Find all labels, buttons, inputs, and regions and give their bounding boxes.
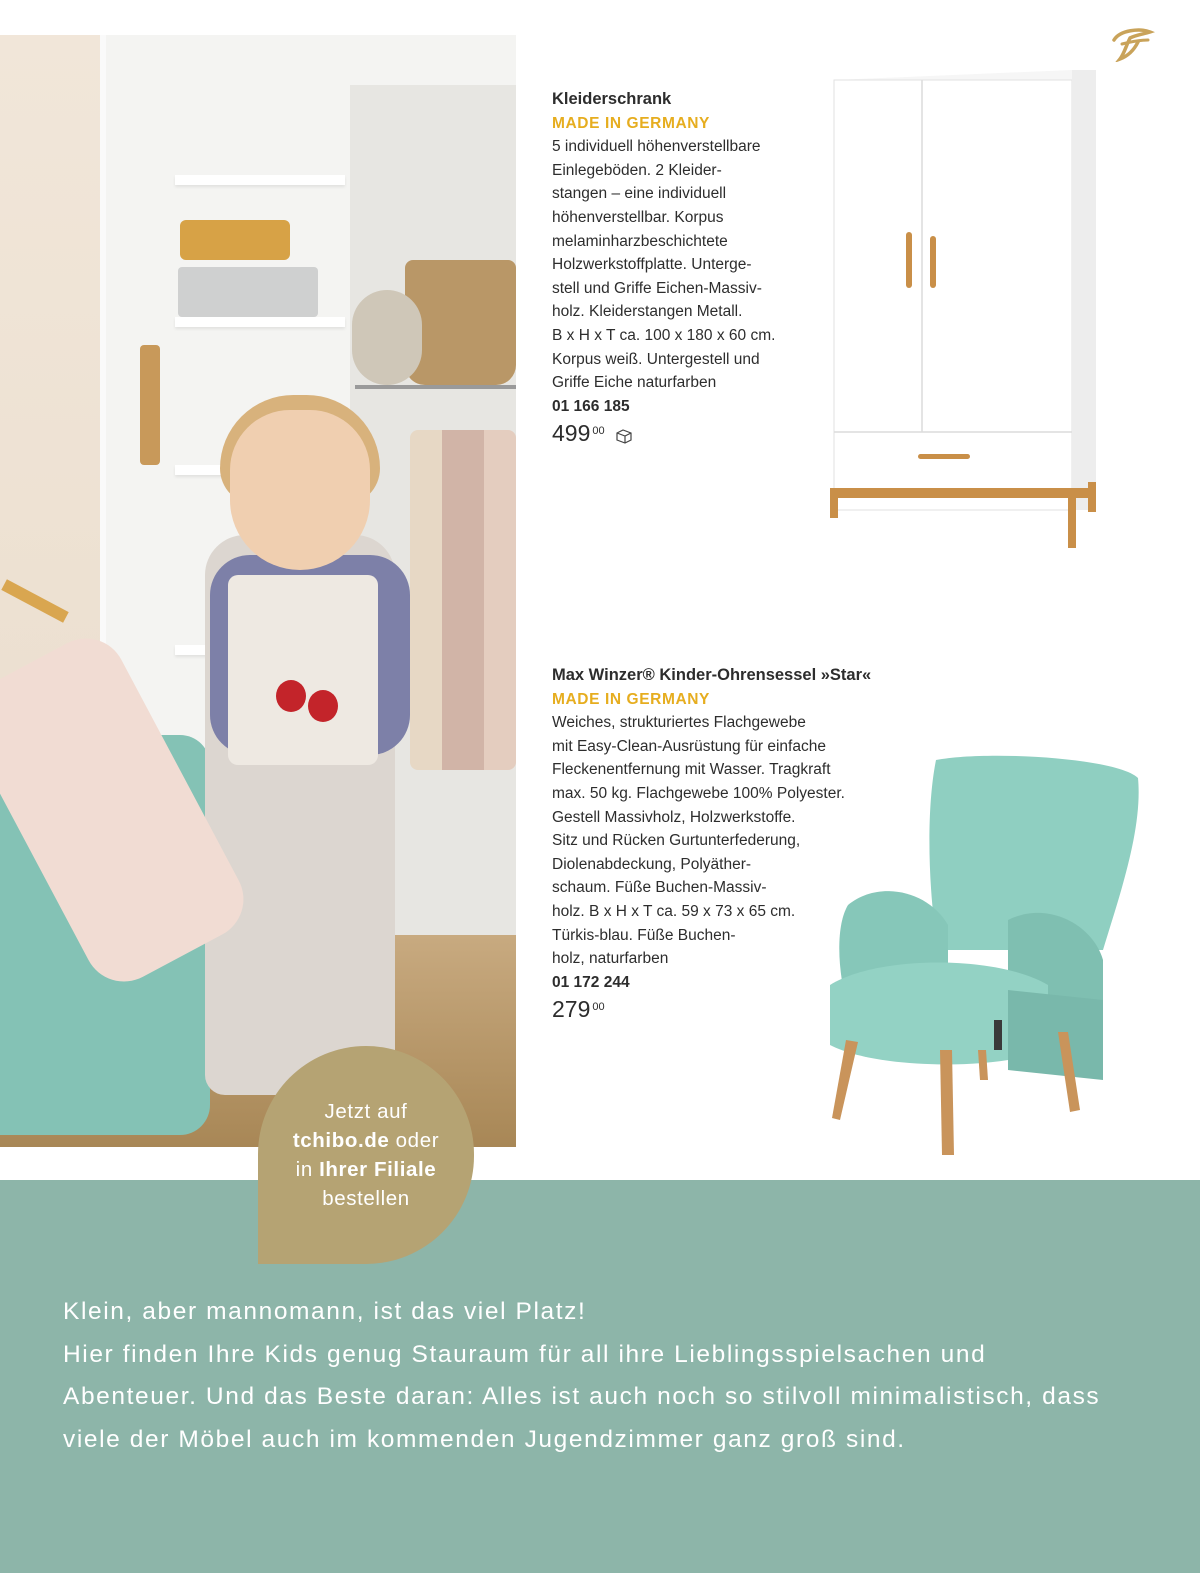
product-title: Max Winzer® Kinder-Ohrensessel »Star« <box>552 666 872 684</box>
price-cents: 00 <box>592 1001 605 1014</box>
badge-line-3 <box>296 1155 437 1184</box>
brand-logo-icon <box>1110 26 1155 62</box>
lifestyle-photo <box>0 35 516 1147</box>
badge-line-4: bestellen <box>322 1187 410 1210</box>
price-cents: 00 <box>592 425 605 438</box>
badge-website[interactable]: tchibo.de <box>292 1129 390 1152</box>
price-main: 499 <box>552 420 591 447</box>
article-number: 01 166 185 <box>552 397 630 415</box>
order-badge[interactable] <box>258 1046 474 1264</box>
badge-or: oder <box>389 1129 440 1152</box>
band-body: Hier finden Ihre Kids genug Stauraum für all ihre Lieblingsspielsachen und Abenteuer. Und das Beste daran: Alles ist auch noch so stilvoll minimalistisch, dass viele der Möbel auch im kommenden Jugendzimmer ganz groß sind. <box>63 1340 1101 1453</box>
product-description: 5 individuell höhenverstellbare Einlegeböden. 2 Kleider- stangen – eine individuell höhenverstellbar. Korpus melaminharzbeschichtete Holzwerkstoffplatte. Unterge- stell und Griffe Eichen-Massiv- holz. Kleiderstangen Metall. B x H x T ca. 100 x 180 x 60 cm. Korpus weiß. Untergestell und Griffe Eiche naturfarben <box>552 138 776 392</box>
product-title: Kleiderschrank <box>552 90 672 108</box>
product-wardrobe <box>552 88 812 446</box>
shipping-box-icon <box>615 428 633 444</box>
band-text <box>63 1291 1103 1461</box>
article-number: 01 172 244 <box>552 973 630 991</box>
band-headline: Klein, aber mannomann, ist das viel Platz! <box>63 1298 587 1325</box>
badge-line-1: Jetzt auf <box>324 1100 408 1123</box>
product-description: Weiches, strukturiertes Flachgewebe mit Easy-Clean-Ausrüstung für einfache Fleckenentfernung mit Wasser. Tragkraft max. 50 kg. Flachgewebe 100% Polyester. Gestell Massivholz, Holzwerkstoffe. Sitz und Rücken Gurtunterfederung, Diolenabdeckung, Polyäther- schaum. Füße Buchen-Massiv- holz. B x H x T ca. 59 x 73 x 65 cm. Türkis-blau. Füße Buchen- holz, naturfarben <box>552 714 845 968</box>
wardrobe-image <box>822 62 1104 552</box>
price-main: 279 <box>552 996 591 1023</box>
badge-in: in <box>295 1158 320 1181</box>
armchair-image <box>818 750 1148 1160</box>
price <box>552 422 812 446</box>
badge-line-2 <box>293 1126 439 1155</box>
made-in-germany-label: MADE IN GERMANY <box>552 114 710 132</box>
badge-store: Ihrer Filiale <box>319 1158 437 1181</box>
made-in-germany-label: MADE IN GERMANY <box>552 690 710 708</box>
